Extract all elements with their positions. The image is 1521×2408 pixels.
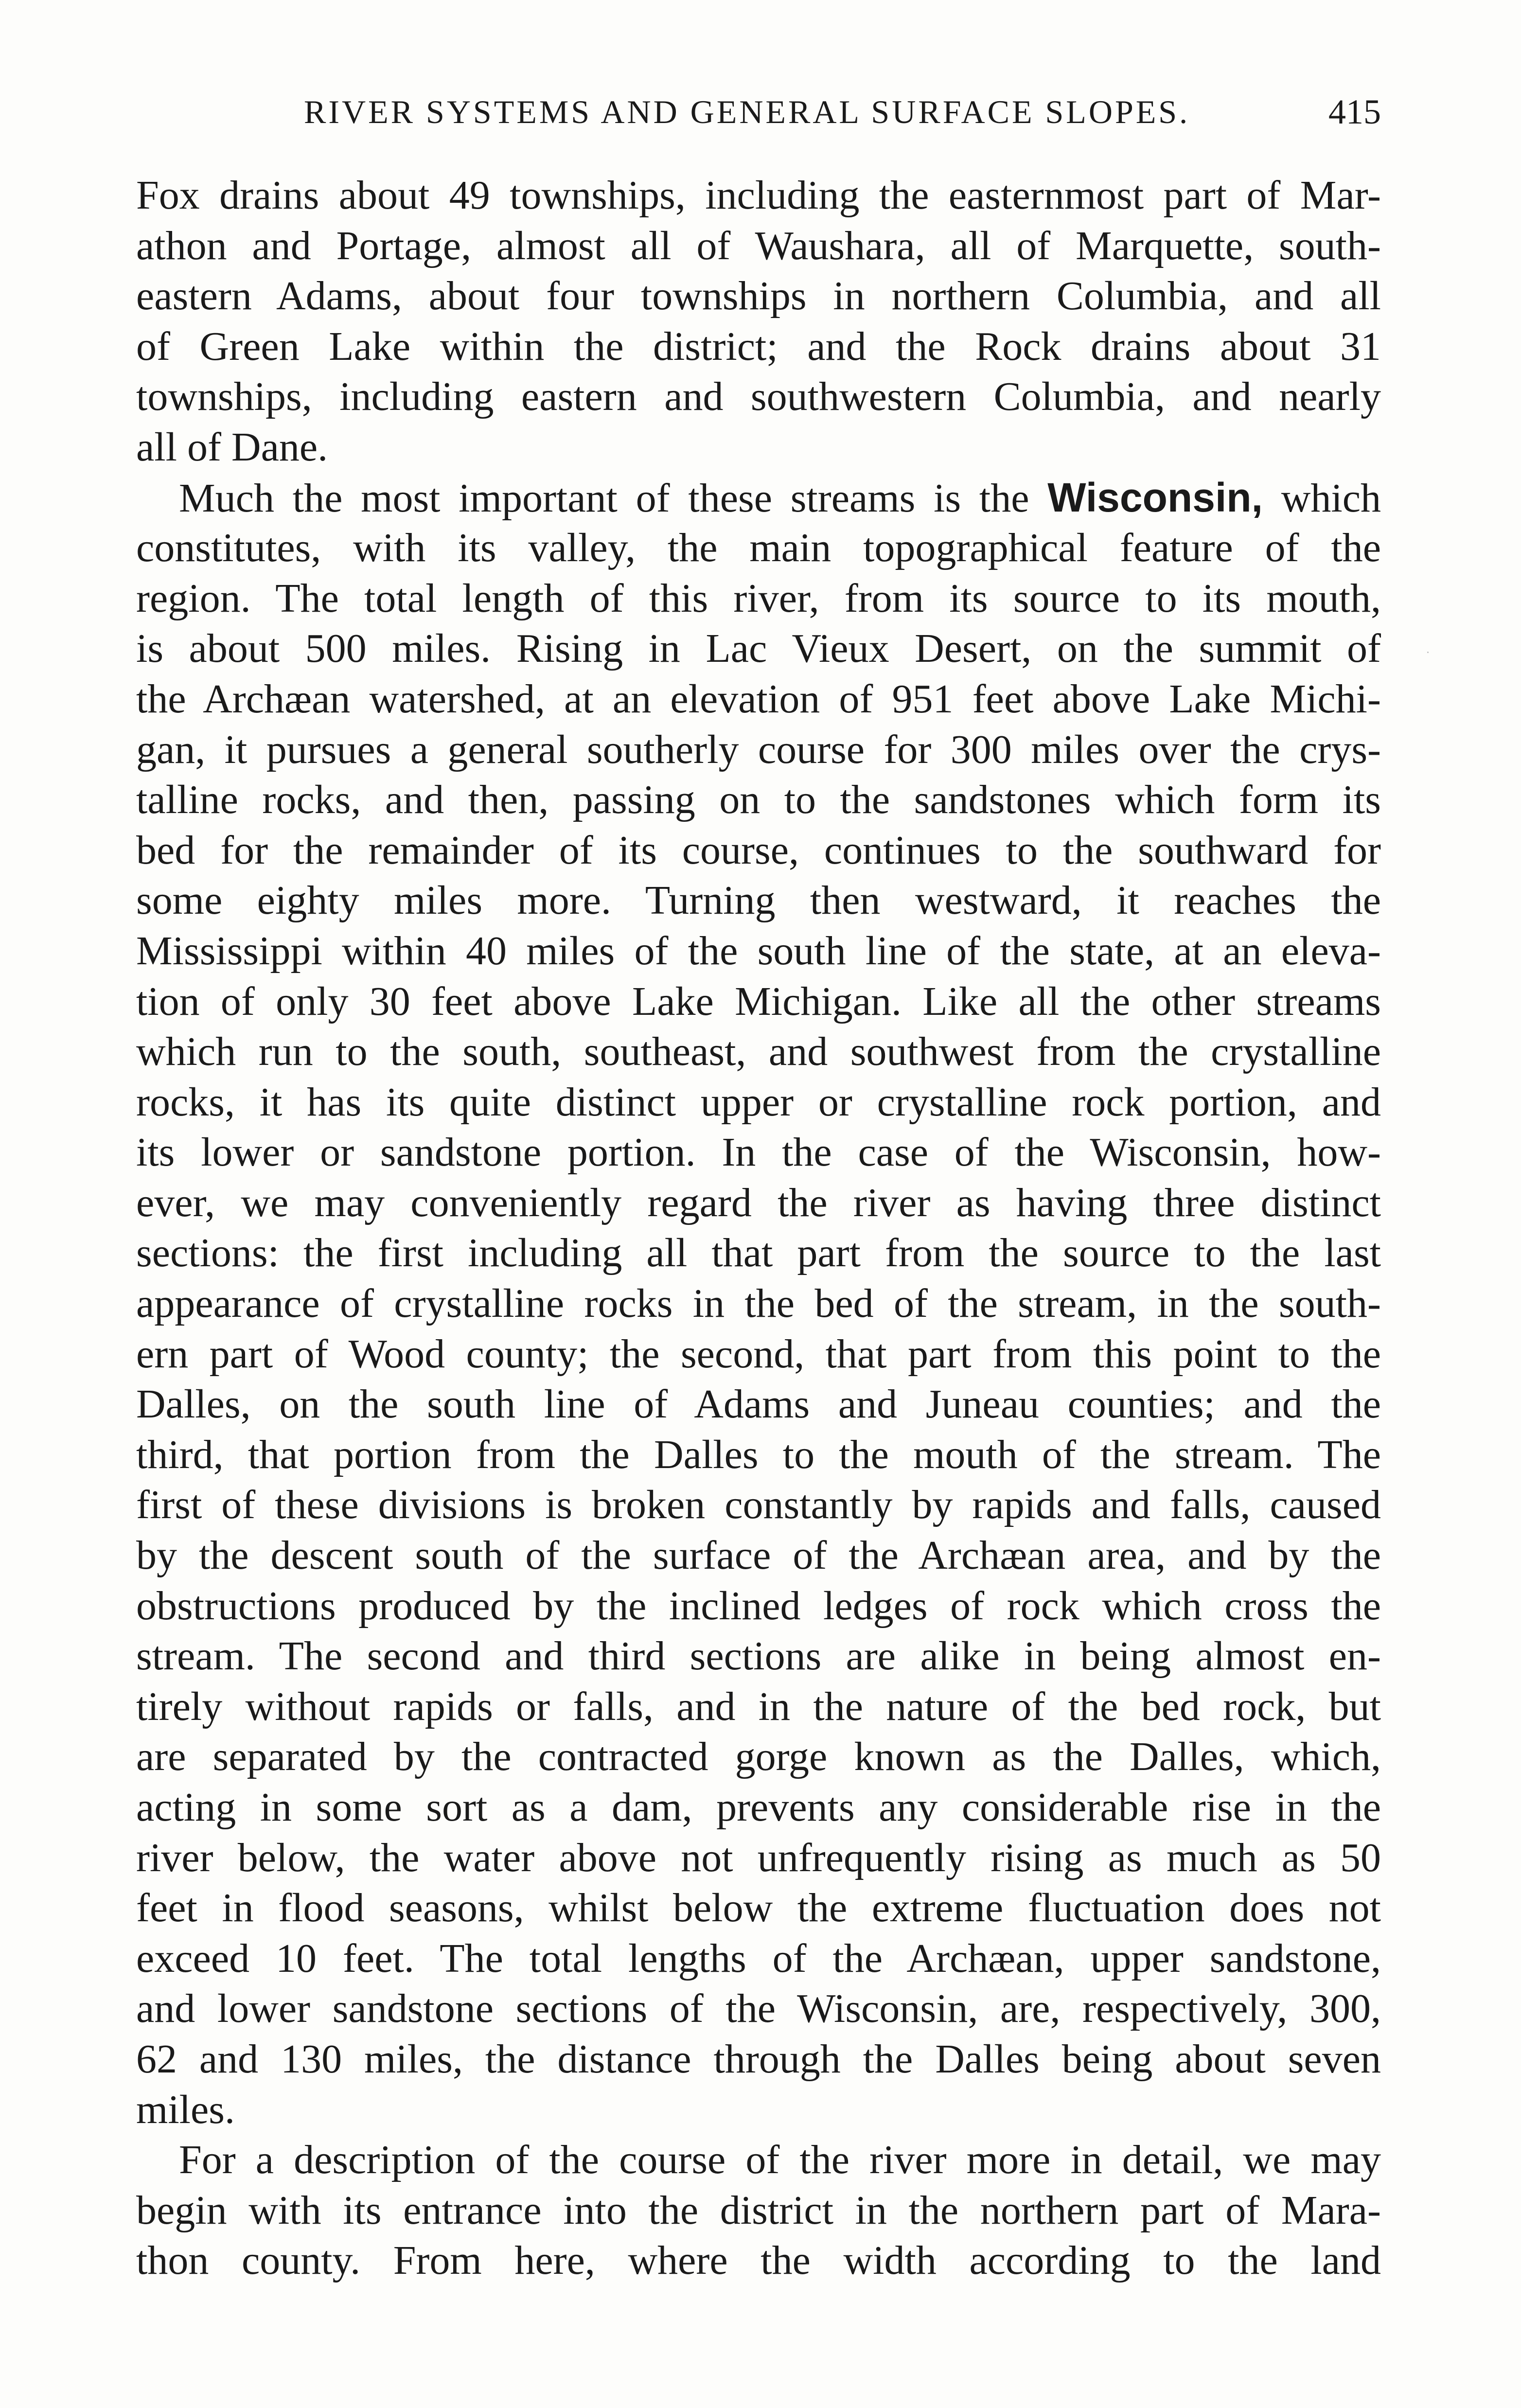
text-line: river below, the water above not unfrequently rising as much as 50 xyxy=(136,1835,1381,1880)
text-run: Much the most important of these streams is the xyxy=(179,475,1048,521)
text-line: Fox drains about 49 townships, including the easternmost part of Mar- xyxy=(136,173,1381,218)
text-line: townships, including eastern and southwestern Columbia, and nearly xyxy=(136,374,1381,420)
text-line: is about 500 miles. Rising in Lac Vieux Desert, on the summit of xyxy=(136,626,1381,672)
text-line: thon county. From here, where the width according to the land xyxy=(136,2238,1381,2284)
text-line: all of Dane. xyxy=(136,424,328,470)
text-line: appearance of crystalline rocks in the bed of the stream, in the south- xyxy=(136,1281,1381,1327)
text-line: the Archæan watershed, at an elevation of 951 feet above Lake Michi- xyxy=(136,676,1381,722)
text-line: bed for the remainder of its course, continues to the southward for xyxy=(136,827,1381,873)
text-line: rocks, it has its quite distinct upper or crystalline rock portion, and xyxy=(136,1079,1381,1125)
text-line: by the descent south of the surface of the Archæan area, and by the xyxy=(136,1533,1381,1578)
text-line: tirely without rapids or falls, and in the nature of the bed rock, but xyxy=(136,1683,1381,1729)
text-line: constitutes, with its valley, the main topographical feature of the xyxy=(136,525,1381,571)
text-line: ever, we may conveniently regard the river as having three distinct xyxy=(136,1180,1381,1225)
text-line: tion of only 30 feet above Lake Michigan. Like all the other streams xyxy=(136,978,1381,1024)
text-line: gan, it pursues a general southerly course for 300 miles over the crys- xyxy=(136,726,1381,772)
text-line: third, that portion from the Dalles to the mouth of the stream. The xyxy=(136,1432,1381,1477)
body-text xyxy=(136,170,1381,2286)
text-line: For a description of the course of the river more in detail, we may xyxy=(179,2137,1381,2183)
bold-term-wisconsin: Wisconsin, xyxy=(1047,474,1263,520)
text-line: acting in some sort as a dam, prevents any considerable rise in the xyxy=(136,1785,1381,1830)
text-line xyxy=(136,473,1381,523)
text-line: ern part of Wood county; the second, that part from this point to the xyxy=(136,1331,1381,1377)
text-line: which run to the south, southeast, and southwest from the crystalline xyxy=(136,1029,1381,1075)
text-line: its lower or sandstone portion. In the case of the Wisconsin, how- xyxy=(136,1130,1381,1175)
text-line: and lower sandstone sections of the Wisconsin, are, respectively, 300, xyxy=(136,1986,1381,2032)
text-line: sections: the first including all that part from the source to the last xyxy=(136,1230,1381,1276)
paragraph-2 xyxy=(136,473,1381,2135)
text-line: stream. The second and third sections are alike in being almost en- xyxy=(136,1633,1381,1679)
text-line: eastern Adams, about four townships in northern Columbia, and all xyxy=(136,273,1381,319)
text-line: first of these divisions is broken constantly by rapids and falls, caused xyxy=(136,1482,1381,1528)
text-line: begin with its entrance into the district in the northern part of Mara- xyxy=(136,2187,1381,2233)
paragraph-1 xyxy=(136,170,1381,473)
paper-speck xyxy=(1427,652,1429,653)
text-line: of Green Lake within the district; and the Rock drains about 31 xyxy=(136,323,1381,369)
text-line: region. The total length of this river, from its source to its mouth, xyxy=(136,575,1381,621)
text-line: obstructions produced by the inclined ledges of rock which cross the xyxy=(136,1583,1381,1629)
page-number: 415 xyxy=(1328,92,1381,131)
text-line: feet in flood seasons, whilst below the extreme fluctuation does not xyxy=(136,1885,1381,1931)
text-line: are separated by the contracted gorge known as the Dalles, which, xyxy=(136,1734,1381,1780)
running-head xyxy=(136,85,1381,139)
text-line: Mississippi within 40 miles of the south line of the state, at an eleva- xyxy=(136,928,1381,974)
text-line: miles. xyxy=(136,2087,235,2132)
text-run: which xyxy=(1262,475,1381,521)
text-line: Dalles, on the south line of Adams and Juneau counties; and the xyxy=(136,1381,1381,1427)
text-line: 62 and 130 miles, the distance through the Dalles being about seven xyxy=(136,2036,1381,2082)
paragraph-3 xyxy=(136,2135,1381,2286)
text-line: exceed 10 feet. The total lengths of the Archæan, upper sandstone, xyxy=(136,1935,1381,1981)
text-line: athon and Portage, almost all of Waushara, all of Marquette, south- xyxy=(136,223,1381,268)
text-line: talline rocks, and then, passing on to the sandstones which form its xyxy=(136,777,1381,823)
text-line: some eighty miles more. Turning then westward, it reaches the xyxy=(136,878,1381,923)
running-title: RIVER SYSTEMS AND GENERAL SURFACE SLOPES. xyxy=(304,93,1190,130)
